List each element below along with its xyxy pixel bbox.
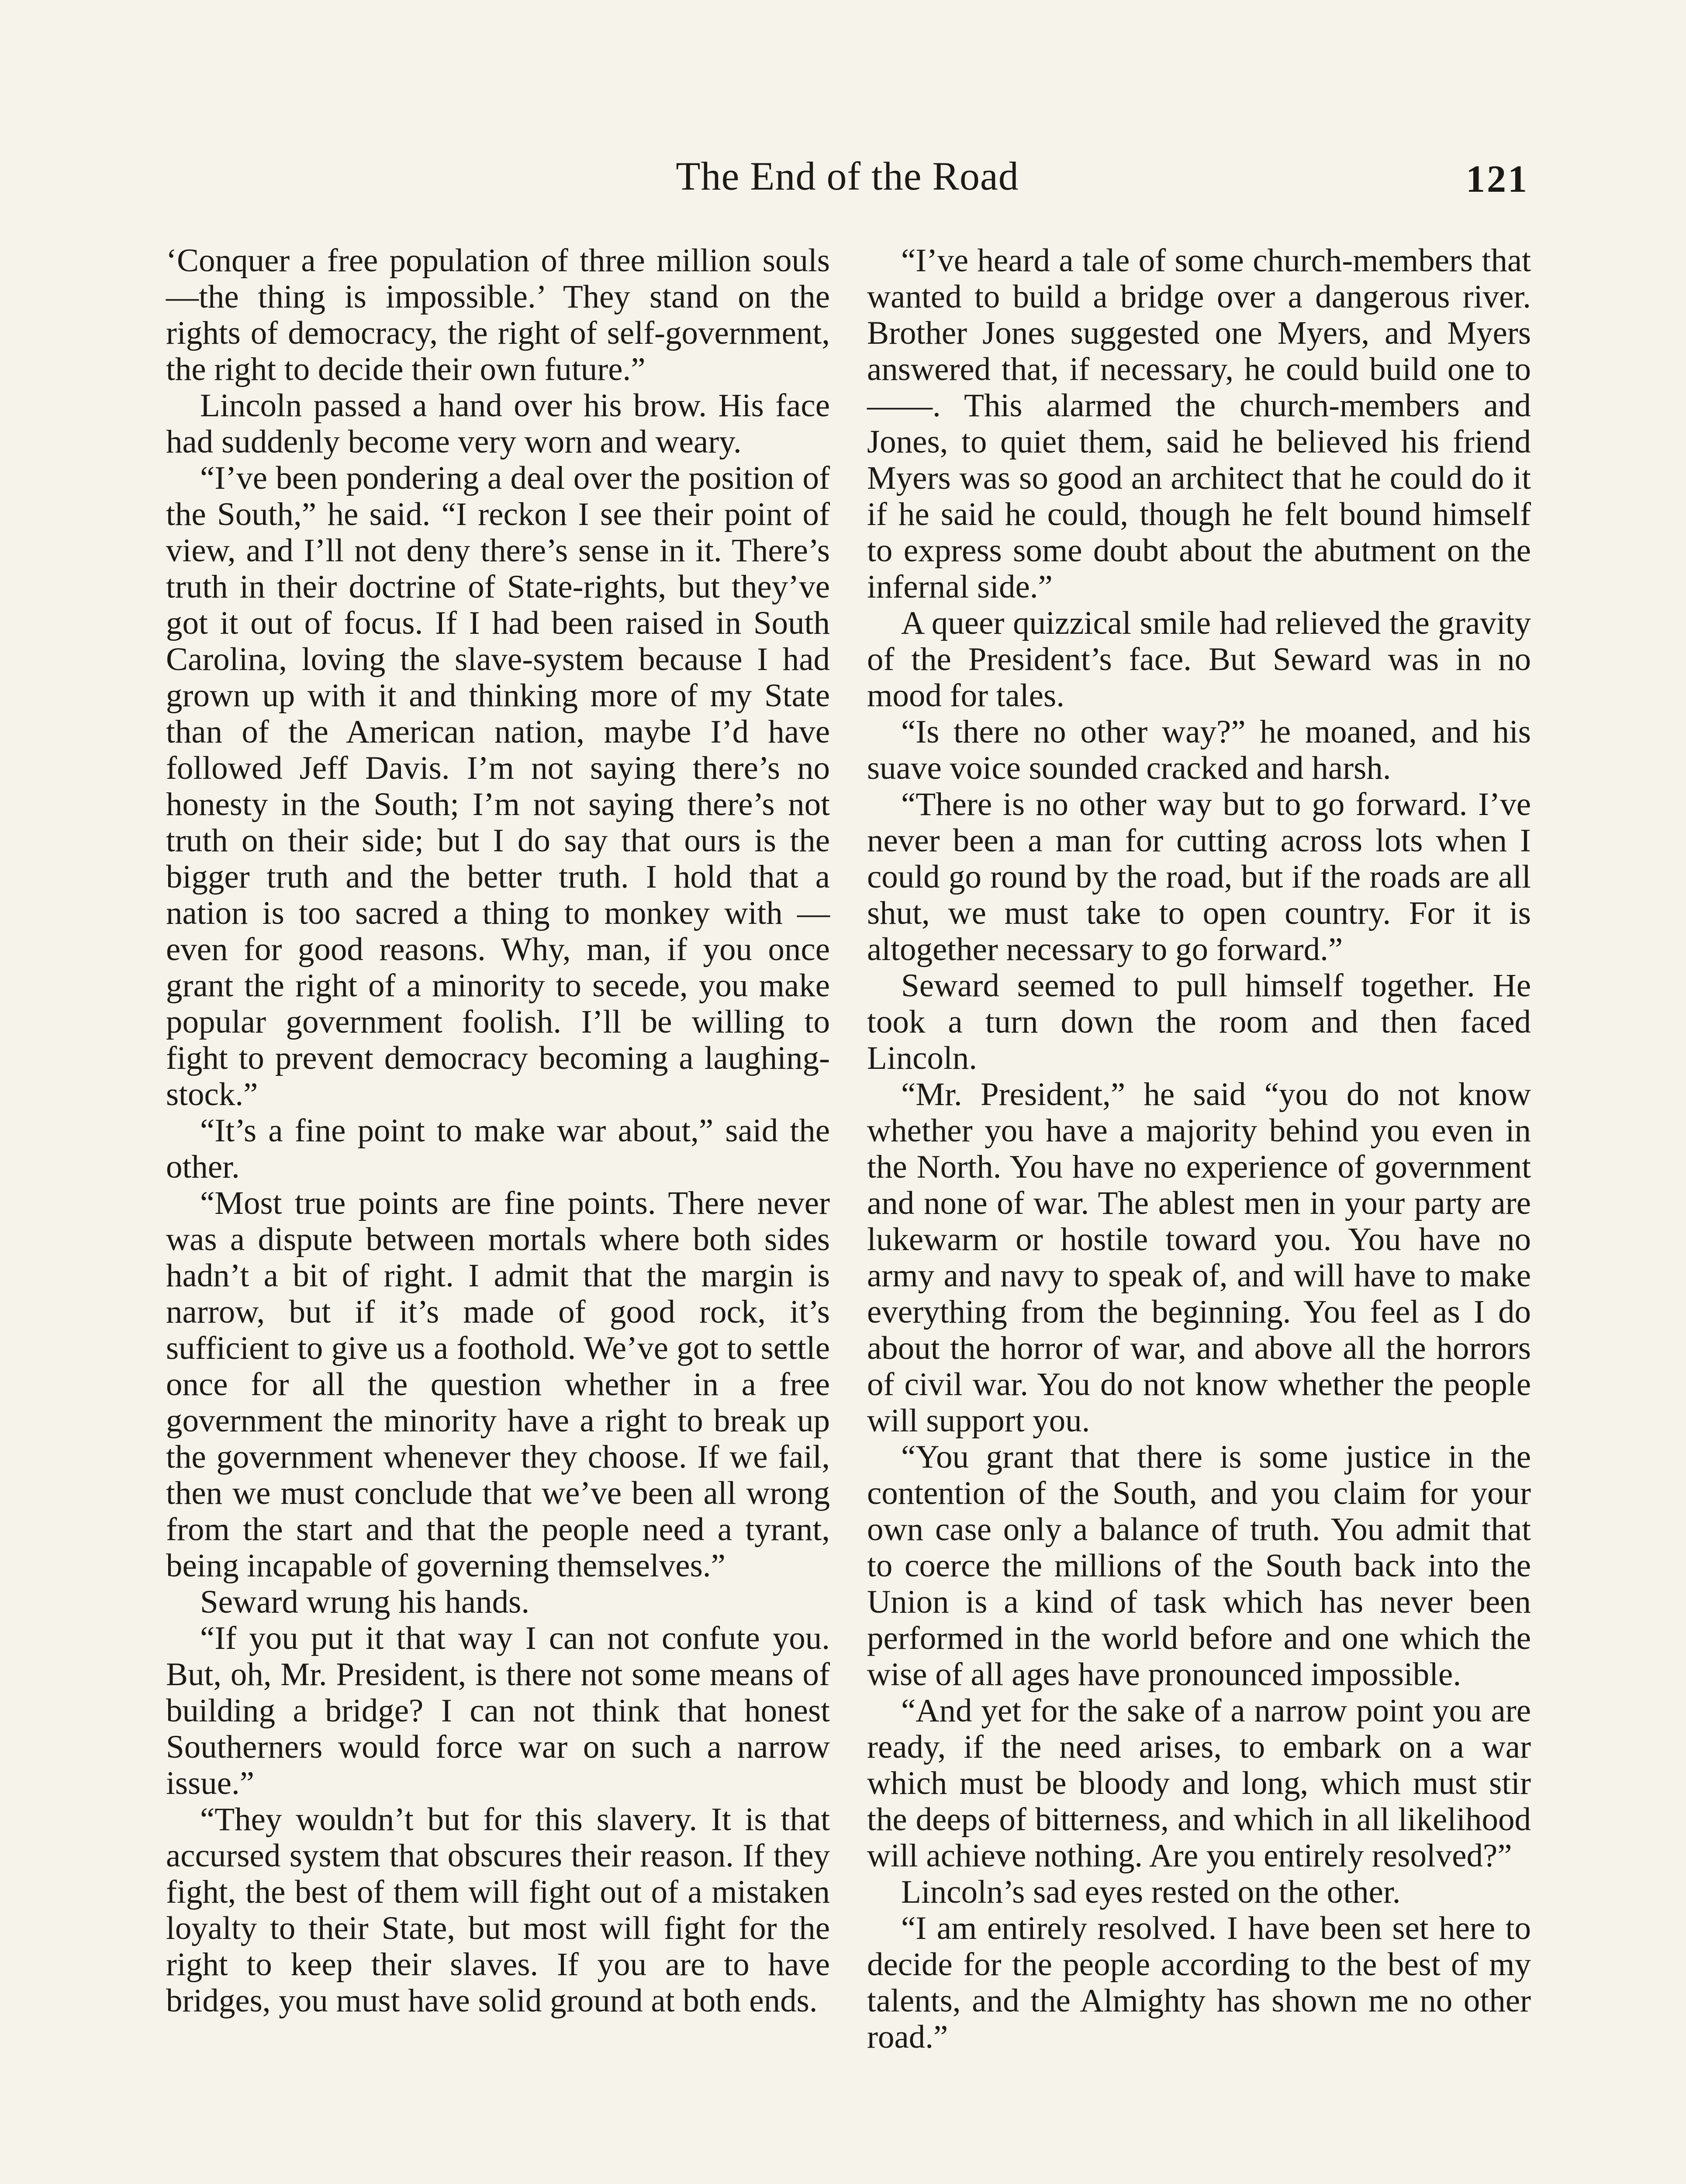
paragraph: “I am entirely resolved. I have been set here to decide for the people according to the best of my talents, and the Almighty has shown me no other road.” (867, 1910, 1531, 2055)
paragraph: Lincoln’s sad eyes rested on the other. (901, 1874, 1401, 1910)
paragraph: ‘Conquer a free population of three million souls—the thing is impossible.’ They stand on the rights of democracy, the right of self-government, the right to decide their own future.” (166, 242, 830, 387)
paragraph: “It’s a fine point to make war about,” said the other. (166, 1113, 830, 1185)
paragraph: A queer quizzical smile had relieved the gravity of the President’s face. But Seward was in no mood for tales. (867, 605, 1531, 714)
paragraph: “If you put it that way I can not confute you. But, oh, Mr. President, is there not some means of building a bridge? I can not think that honest Southerners would force war on such a narrow issue.” (166, 1620, 830, 1801)
right-column (867, 242, 1531, 2055)
running-title: The End of the Road (676, 154, 1019, 198)
paragraph: Seward wrung his hands. (200, 1584, 530, 1620)
paragraph: “They wouldn’t but for this slavery. It is that accursed system that obscures their reason. If they fight, the best of them will fight out of a mistaken loyalty to their State, but most will fight for the right to keep their slaves. If you are to have bridges, you must have solid ground at both ends. (166, 1801, 830, 2019)
page-header (166, 149, 1529, 214)
paragraph: “Is there no other way?” he moaned, and his suave voice sounded cracked and harsh. (867, 714, 1531, 786)
paragraph: “Most true points are fine points. There never was a dispute between mortals where both sides hadn’t a bit of right. I admit that the margin is narrow, but if it’s made of good rock, it’s sufficient to give us a foothold. We’ve got to settle once for all the question whether in a free government the minority have a right to break up the government whenever they choose. If we fail, then we must conclude that we’ve been all wrong from the start and that the people need a tyrant, being incapable of governing themselves.” (166, 1185, 830, 1584)
paragraph: Lincoln passed a hand over his brow. His face had suddenly become very worn and weary. (166, 387, 830, 460)
paragraph: “And yet for the sake of a narrow point you are ready, if the need arises, to embark on a war which must be bloody and long, which must stir the deeps of bitterness, and which in all likelihood will achieve nothing. Are you entirely resolved?” (867, 1693, 1531, 1874)
paragraph: “Mr. President,” he said “you do not know whether you have a majority behind you even in the North. You have no experience of government and none of war. The ablest men in your party are lukewarm or hostile toward you. You have no army and navy to speak of, and will have to make everything from the beginning. You feel as I do about the horror of war, and above all the horrors of civil war. You do not know whether the people will support you. (867, 1076, 1531, 1439)
paragraph: “You grant that there is some justice in the contention of the South, and you claim for your own case only a balance of truth. You admit that to coerce the millions of the South back into the Union is a kind of task which has never been performed in the world before and one which the wise of all ages have pronounced impossible. (867, 1439, 1531, 1693)
page-number: 121 (1466, 158, 1529, 200)
left-column (166, 242, 830, 2019)
paragraph: “I’ve heard a tale of some church-members that wanted to build a bridge over a dangerous river. Brother Jones suggested one Myers, and Myers answered that, if necessary, he could build one to ——. This alarmed the church-members and Jones, to quiet them, said he believed his friend Myers was so good an architect that he could do it if he said he could, though he felt bound himself to express some doubt about the abutment on the infernal side.” (867, 242, 1531, 605)
paragraph: Seward seemed to pull himself together. He took a turn down the room and then faced Lincoln. (867, 968, 1531, 1076)
paragraph: “There is no other way but to go forward. I’ve never been a man for cutting across lots when I could go round by the road, but if the roads are all shut, we must take to open country. For it is altogether necessary to go forward.” (867, 786, 1531, 968)
paragraph: “I’ve been pondering a deal over the position of the South,” he said. “I reckon I see their point of view, and I’ll not deny there’s sense in it. There’s truth in their doctrine of State-rights, but they’ve got it out of focus. If I had been raised in South Carolina, loving the slave-system because I had grown up with it and thinking more of my State than of the American nation, maybe I’d have followed Jeff Davis. I’m not saying there’s no honesty in the South; I’m not saying there’s not truth on their side; but I do say that ours is the bigger truth and the better truth. I hold that a nation is too sacred a thing to monkey with —even for good reasons. Why, man, if you once grant the right of a minority to secede, you make popular government foolish. I’ll be willing to fight to prevent democracy becoming a laughing-stock.” (166, 460, 830, 1113)
